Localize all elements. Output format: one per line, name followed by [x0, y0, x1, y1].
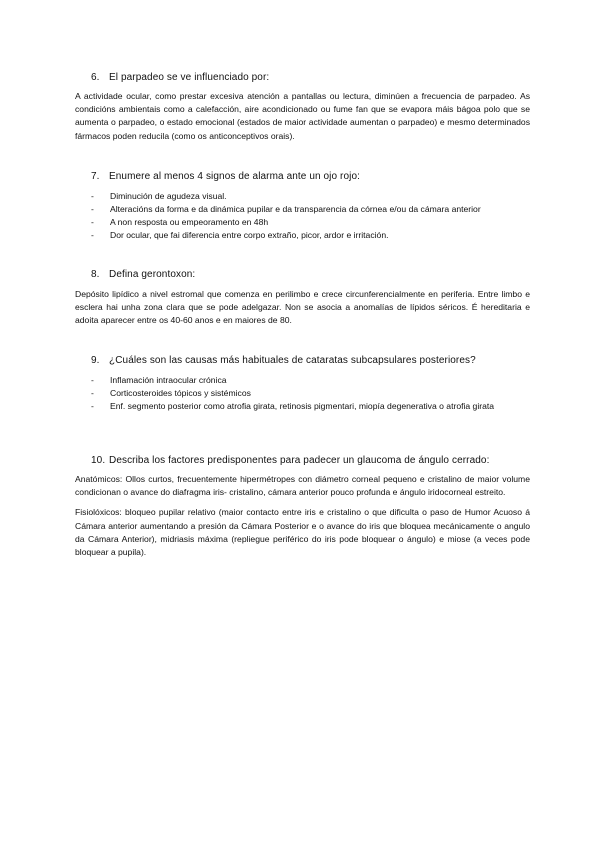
answer-paragraph: A actividade ocular, como prestar excesiva atención a pantallas ou lectura, diminúen a frecuencia de parpadeo. As condicións ambientais como a calefacción, aire acondicionado ou fume fan que se evapora máis bágoa polo que se aumenta o parpadeo, o estado emocional (estados de maior actividade aumentan o parpadeo) e mesmo determinados fármacos poden reducila (como os anticonceptivos orais).	[75, 91, 530, 141]
list-item: - Dor ocular, que fai diferencia entre corpo extraño, picor, ardor e irritación.	[91, 230, 389, 241]
anatomical-factors-paragraph: Anatómicos: Ollos curtos, frecuentemente hipermétropes con diámetro corneal pequeno e cristalino de maior volume condicionan o avance do diafragma iris- cristalino, cámara anterior pouco profunda e ángulo iridocorneal estreito.	[75, 474, 530, 498]
question-title: Describa los factores predisponentes para padecer un glaucoma de ángulo cerrado:	[109, 455, 490, 466]
question-title: ¿Cuáles son las causas más habituales de cataratas subcapsulares posteriores?	[109, 355, 476, 366]
question-7-list	[91, 190, 521, 242]
question-title: Defina gerontoxon:	[109, 269, 196, 280]
physiological-factors-paragraph: Fisiolóxicos: bloqueo pupilar relativo (maior contacto entre iris e cristalino o que dificulta o paso de Humor Acuoso á Cámara anterior aumentando a presión da Cámara Posterior e o avance do iris que bloquea mecánicamente o angulo da Cámara Anterior), midriasis máxima (repliegue periférico do iris pode bloquear o ángulo) e miose (a veces pode bloquear a pupila).	[75, 507, 530, 558]
list-item: - Enf. segmento posterior como atrofia girata, retinosis pigmentari, miopía degenerativa o atrofia girata	[91, 401, 495, 412]
question-title: Enumere al menos 4 signos de alarma ante un ojo rojo:	[109, 171, 360, 182]
list-item: - Alteracións da forma e da dinámica pupilar e da transparencia da córnea e/ou da cámara anterior	[91, 204, 481, 215]
question-7-heading	[91, 170, 360, 183]
list-item: - A non resposta ou empeoramento en 48h	[91, 217, 269, 228]
answer-paragraph: Depósito lipídico a nivel estromal que comenza en perilimbo e crece circunferencialmente en periferia. Entre limbo e esclera hai unha zona clara que se pode adelgazar. Non se asocia a anomalías de lípidos séricos. É hereditaria e adoita aparecer entre os 40-60 anos e en maiores de 80.	[75, 289, 530, 326]
list-item: - Diminución de agudeza visual.	[91, 191, 227, 201]
question-8-heading	[91, 268, 195, 281]
list-item: - Inflamación intraocular crónica	[91, 375, 227, 385]
question-number: 7.	[91, 171, 100, 182]
question-6-heading	[91, 71, 269, 84]
question-10-answer	[75, 473, 530, 559]
question-8-answer	[75, 288, 530, 328]
question-number: 10.	[91, 455, 106, 466]
question-9-list	[91, 374, 521, 413]
question-number: 8.	[91, 269, 100, 280]
question-title: El parpadeo se ve influenciado por:	[109, 72, 270, 83]
question-9-heading	[91, 354, 476, 367]
list-item: - Corticosteroides tópicos y sistémicos	[91, 388, 251, 399]
question-number: 9.	[91, 355, 100, 366]
question-6-answer	[75, 90, 530, 143]
question-10-heading	[91, 454, 489, 467]
question-number: 6.	[91, 72, 100, 83]
